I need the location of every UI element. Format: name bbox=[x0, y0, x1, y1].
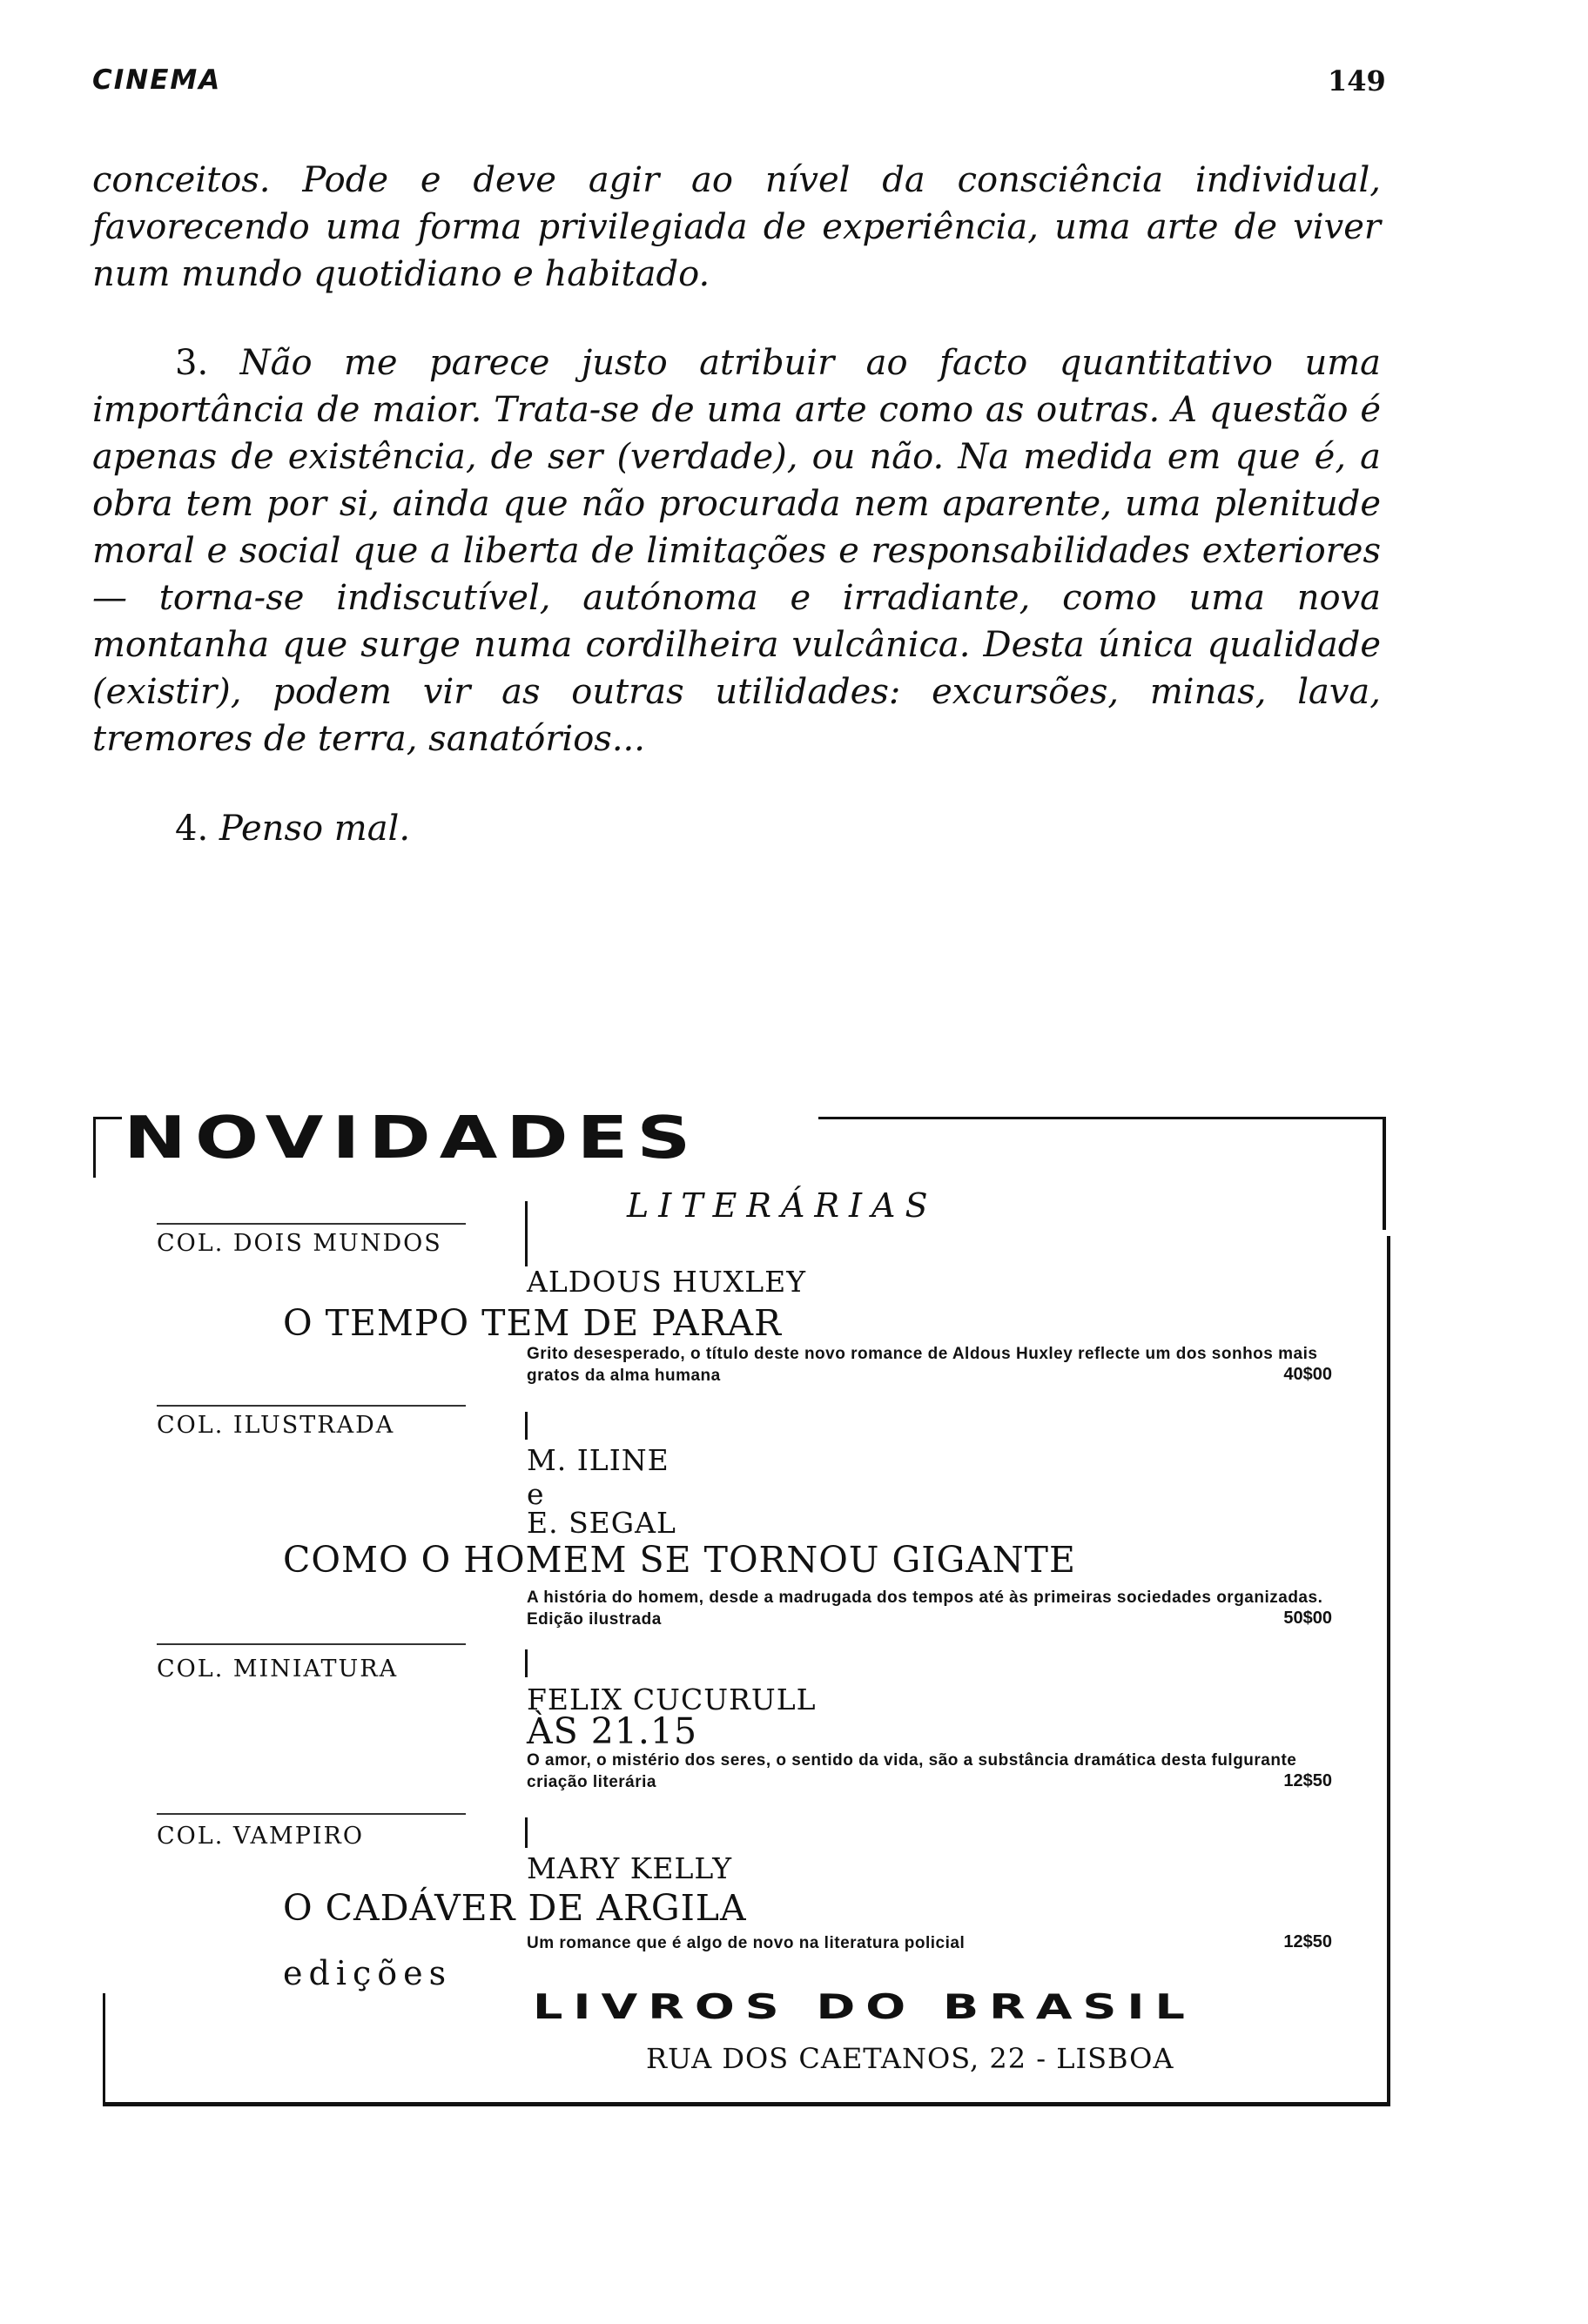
collection-rule bbox=[157, 1643, 466, 1645]
book-author-conjunction: e bbox=[527, 1477, 545, 1511]
paragraph-text: Penso mal. bbox=[219, 809, 411, 849]
banner-novidades: NOVIDADES bbox=[124, 1104, 700, 1172]
vertical-bar bbox=[525, 1817, 528, 1848]
collection-rule bbox=[157, 1813, 466, 1815]
book-title: COMO O HOMEM SE TORNOU GIGANTE bbox=[283, 1539, 1076, 1581]
frame-left-bottom bbox=[103, 1993, 105, 2106]
collection-rule bbox=[157, 1223, 466, 1225]
paragraph-continued: conceitos. Pode e deve agir ao nível da consciência individual, favorecendo uma forma privilegiada de experiência, uma arte de viver num mundo quotidiano e habitado. bbox=[92, 160, 1381, 294]
book-description: A história do homem, desde a madrugada dos tempos até às primeiras sociedades organizadas. Edição ilustrada bbox=[527, 1589, 1323, 1629]
vertical-bar bbox=[525, 1201, 528, 1266]
book-title: O TEMPO TEM DE PARAR bbox=[283, 1302, 783, 1344]
banner-literarias: LITERÁRIAS bbox=[627, 1186, 938, 1225]
publisher-name: LIVROS DO BRASIL bbox=[533, 1987, 1195, 2027]
paragraph-number: 4. bbox=[175, 809, 209, 849]
paragraph-number: 3. bbox=[175, 343, 209, 383]
frame-right-top bbox=[1383, 1117, 1386, 1230]
book-author: FELIX CUCURULL bbox=[527, 1683, 817, 1716]
publisher-prefix: edições bbox=[283, 1954, 453, 1992]
book-price: 12$50 bbox=[1283, 1771, 1332, 1790]
page-number: 149 bbox=[1328, 64, 1386, 97]
book-description: Grito desesperado, o título deste novo romance de Aldous Huxley reflecte um dos sonhos mais gratos da alma humana bbox=[527, 1345, 1318, 1385]
vertical-bar bbox=[525, 1649, 528, 1677]
book-author: E. SEGAL bbox=[527, 1506, 676, 1540]
collection-label: COL. DOIS MUNDOS bbox=[157, 1230, 442, 1257]
collection-rule bbox=[157, 1405, 466, 1407]
frame-bottom bbox=[103, 2102, 1390, 2106]
book-author: MARY KELLY bbox=[527, 1851, 732, 1885]
publisher-address: RUA DOS CAETANOS, 22 - LISBOA bbox=[646, 2042, 1174, 2075]
paragraph-4 bbox=[92, 805, 1381, 852]
running-header-section: CINEMA bbox=[92, 64, 222, 96]
book-price: 40$00 bbox=[1283, 1365, 1332, 1384]
frame-right-bottom bbox=[1387, 1236, 1390, 2106]
collection-label: COL. MINIATURA bbox=[157, 1656, 399, 1683]
book-price: 12$50 bbox=[1283, 1932, 1332, 1951]
book-title: O CADÁVER DE ARGILA bbox=[283, 1887, 747, 1929]
frame-top-left bbox=[93, 1117, 122, 1119]
book-price: 50$00 bbox=[1283, 1609, 1332, 1628]
collection-label: COL. VAMPIRO bbox=[157, 1823, 364, 1850]
collection-label: COL. ILUSTRADA bbox=[157, 1412, 395, 1439]
frame-top-right bbox=[818, 1117, 1386, 1119]
book-description: Um romance que é algo de novo na literatura policial bbox=[527, 1934, 966, 1952]
book-author: M. ILINE bbox=[527, 1443, 670, 1477]
paragraph-text: Não me parece justo atribuir ao facto quantitativo uma importância de maior. Trata-se de uma arte como as outras. A questão é apenas de existência, de ser (verdade), ou não. Na medida em que é, a obra tem por si, ainda que não procurada nem aparente, uma plenitude moral e social que a liberta de limitações e responsabilidades exteriores — torna-se indiscutível, autónoma e irradiante, como uma nova montanha que surge numa cordilheira vulcânica. Desta única qualidade (existir), podem vir as outras utilidades: excursões, minas, lava, tremores de terra, sanatórios... bbox=[92, 343, 1381, 759]
frame-left-top bbox=[93, 1117, 96, 1178]
book-description: O amor, o mistério dos seres, o sentido da vida, são a substância dramática desta fulgurante criação literária bbox=[527, 1751, 1297, 1791]
paragraph-3 bbox=[92, 339, 1381, 762]
vertical-bar bbox=[525, 1412, 528, 1440]
book-author: ALDOUS HUXLEY bbox=[527, 1265, 807, 1299]
book-title: ÀS 21.15 bbox=[527, 1710, 698, 1752]
